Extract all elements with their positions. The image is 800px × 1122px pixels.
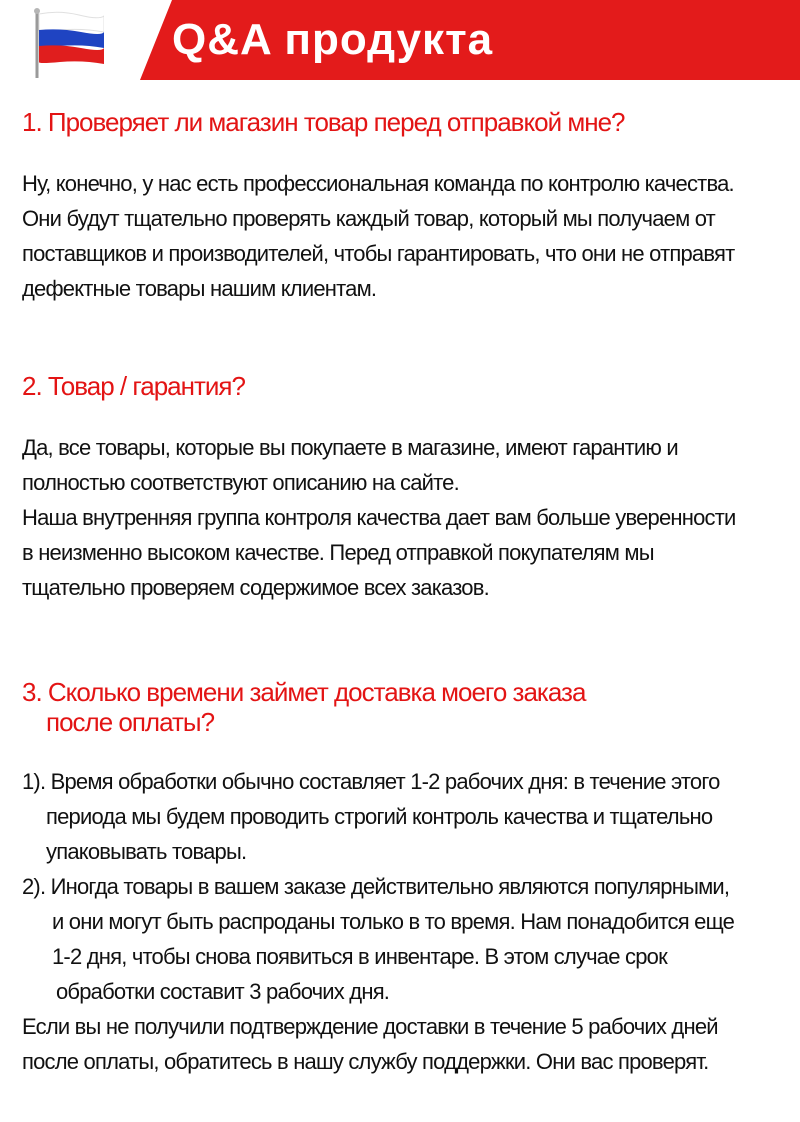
header-banner xyxy=(0,0,800,80)
section-2-line: Да, все товары, которые вы покупаете в магазине, имеют гарантию и xyxy=(22,435,678,460)
section-2-body xyxy=(22,430,736,605)
section-3-line: обработки составит 3 рабочих дня. xyxy=(56,979,390,1004)
russia-flag-icon xyxy=(34,8,104,78)
section-3-line: упаковывать товары. xyxy=(46,839,247,864)
section-2-line: Наша внутренняя группа контроля качества дает вам больше уверенности xyxy=(22,505,736,530)
section-3-line: 1). Время обработки обычно составляет 1-2 рабочих дня: в течение этого xyxy=(22,769,720,794)
section-3-body xyxy=(22,764,734,1079)
section-2-title: 2. Товар / гарантия? xyxy=(22,371,245,401)
section-1-line: Они будут тщательно проверять каждый товар, который мы получаем от xyxy=(22,206,715,231)
section-2-line: полностью соответствуют описанию на сайте. xyxy=(22,470,459,495)
section-2-line: тщательно проверяем содержимое всех заказов. xyxy=(22,575,489,600)
section-1-body xyxy=(22,166,734,306)
section-3-title-line1: 3. Сколько времени займет доставка моего заказа xyxy=(22,677,586,707)
section-1-line: поставщиков и производителей, чтобы гарантировать, что они не отправят xyxy=(22,241,735,266)
section-1-title: 1. Проверяет ли магазин товар перед отправкой мне? xyxy=(22,107,625,137)
page-title: Q&A продукта xyxy=(172,15,494,64)
section-2-line: в неизменно высоком качестве. Перед отправкой покупателям мы xyxy=(22,540,654,565)
section-3-line: 2). Иногда товары в вашем заказе действительно являются популярными, xyxy=(22,874,730,899)
section-1-line: Ну, конечно, у нас есть профессиональная команда по контролю качества. xyxy=(22,171,734,196)
section-1-line: дефектные товары нашим клиентам. xyxy=(22,276,377,301)
section-3-title-line2: после оплаты? xyxy=(46,707,215,737)
section-3-line: 1-2 дня, чтобы снова появиться в инвентаре. В этом случае срок xyxy=(52,944,667,969)
section-3-line: периода мы будем проводить строгий контроль качества и тщательно xyxy=(46,804,713,829)
section-3-line: Если вы не получили подтверждение доставки в течение 5 рабочих дней xyxy=(22,1014,718,1039)
section-3-line: после оплаты, обратитесь в нашу службу поддержки. Они вас проверят. xyxy=(22,1049,709,1074)
section-3-line: и они могут быть распроданы только в то время. Нам понадобится еще xyxy=(52,909,735,934)
